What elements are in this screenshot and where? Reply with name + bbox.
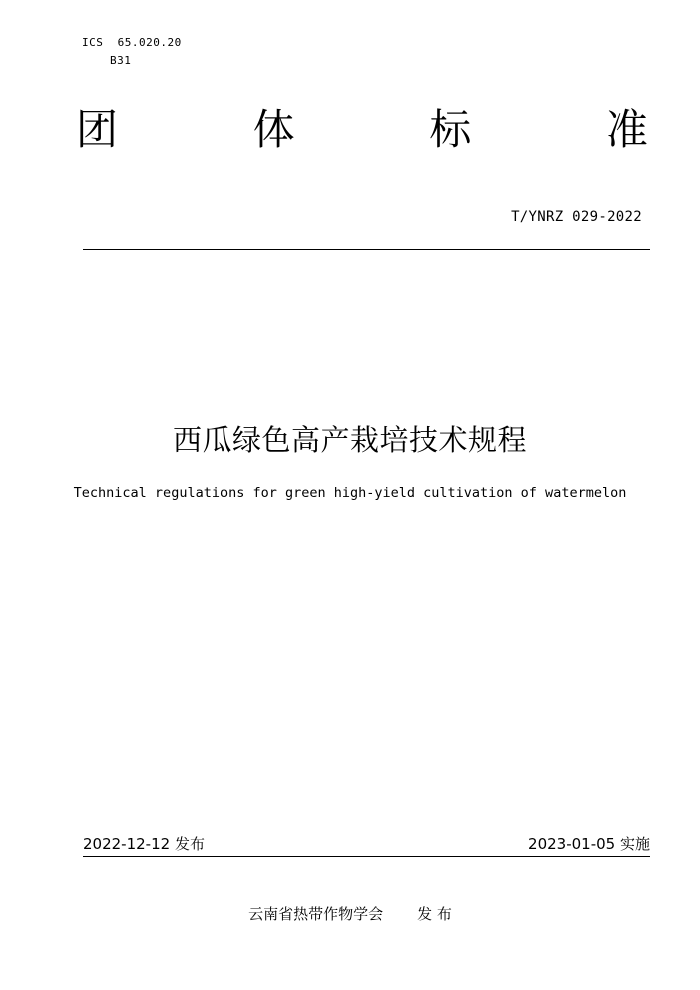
standard-type-char-3: 标 bbox=[429, 105, 472, 154]
ccs-code: B31 bbox=[110, 54, 132, 67]
standard-type-char-2: 体 bbox=[252, 105, 295, 154]
standard-type-char-1: 团 bbox=[76, 105, 119, 154]
standard-type-char-4: 准 bbox=[605, 105, 648, 154]
publisher-line bbox=[0, 904, 700, 924]
issue-date: 2022-12-12 发布 bbox=[83, 835, 205, 853]
standard-type-heading bbox=[76, 104, 648, 156]
standard-number: T/YNRZ 029-2022 bbox=[511, 209, 642, 225]
top-divider bbox=[83, 249, 650, 250]
document-title-english: Technical regulations for green high-yield cultivation of watermelon bbox=[73, 485, 627, 501]
document-title-chinese: 西瓜绿色高产栽培技术规程 bbox=[172, 423, 527, 457]
publisher-action: 发 布 bbox=[417, 905, 452, 923]
bottom-divider bbox=[83, 856, 650, 857]
publisher-organization: 云南省热带作物学会 bbox=[248, 905, 384, 923]
ics-code: ICS 65.020.20 bbox=[82, 36, 182, 49]
implementation-date: 2023-01-05 实施 bbox=[528, 835, 650, 853]
